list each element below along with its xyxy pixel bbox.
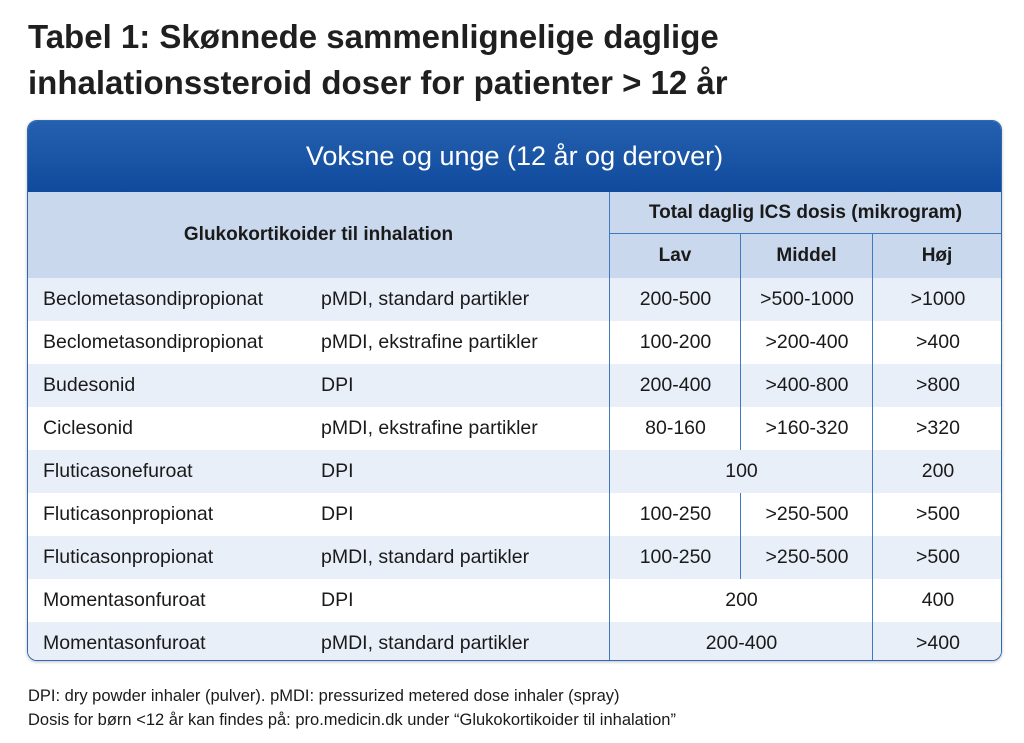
- table-row: [28, 407, 1001, 450]
- dose-lav: 100-200: [639, 331, 712, 353]
- dose-hoj: 400: [921, 589, 955, 611]
- device-type: pMDI, standard partikler: [321, 546, 530, 568]
- device-type: DPI: [321, 503, 354, 525]
- page-title: [28, 14, 1008, 106]
- header-glucocorticoids: Glukokortikoider til inhalation: [28, 192, 610, 278]
- device-type: pMDI, ekstrafine partikler: [321, 331, 538, 353]
- header-lav: Lav: [610, 234, 741, 278]
- title-line-2: inhalationssteroid doser for patienter > 12 år: [28, 64, 728, 101]
- table-row: [28, 278, 1001, 321]
- footnote-abbreviations: DPI: dry powder inhaler (pulver). pMDI: pressurized metered dose inhaler (spray): [28, 687, 620, 705]
- drug-name: Budesonid: [43, 374, 136, 396]
- table-row: [28, 579, 1001, 622]
- dose-middel: >400-800: [765, 374, 849, 396]
- column-divider: [740, 278, 741, 450]
- dose-lav: 100-250: [639, 546, 712, 568]
- dose-middel: >200-400: [765, 331, 849, 353]
- table-row: [28, 450, 1001, 493]
- dose-hoj: >500: [916, 546, 960, 568]
- drug-name: Ciclesonid: [43, 417, 133, 439]
- device-type: pMDI, standard partikler: [321, 288, 530, 310]
- drug-name: Beclometasondipropionat: [43, 331, 264, 353]
- drug-name: Momentasonfuroat: [43, 589, 206, 611]
- dose-lav-middel: 200-400: [705, 632, 778, 654]
- dose-middel: >160-320: [765, 417, 849, 439]
- device-type: DPI: [321, 374, 354, 396]
- dose-hoj: >500: [916, 503, 960, 525]
- table-row: [28, 536, 1001, 579]
- drug-name: Fluticasonefuroat: [43, 460, 193, 482]
- drug-name: Fluticasonpropionat: [43, 503, 214, 525]
- drug-name: Beclometasondipropionat: [43, 288, 264, 310]
- device-type: DPI: [321, 589, 354, 611]
- dose-lav: 200-400: [639, 374, 712, 396]
- title-line-1: Tabel 1: Skønnede sammenlignelige daglige: [28, 18, 719, 55]
- device-type: pMDI, standard partikler: [321, 632, 530, 654]
- dose-hoj: >320: [916, 417, 960, 439]
- dose-hoj: >400: [916, 632, 960, 654]
- table-row: [28, 622, 1001, 661]
- table-body: [28, 278, 1001, 661]
- drug-name: Momentasonfuroat: [43, 632, 206, 654]
- dose-lav: 200-500: [639, 288, 712, 310]
- header-middel: Middel: [741, 234, 873, 278]
- table-row: [28, 321, 1001, 364]
- column-divider: [872, 278, 873, 660]
- header-hoj: Høj: [921, 245, 953, 266]
- table-row: [28, 493, 1001, 536]
- footnotes: [28, 684, 1008, 732]
- dose-hoj: >800: [916, 374, 960, 396]
- dose-hoj: >1000: [910, 288, 966, 310]
- header-total-dose: Total daglig ICS dosis (mikrogram): [610, 192, 1001, 234]
- dose-lav: 100-250: [639, 503, 712, 525]
- dose-hoj: >400: [916, 331, 960, 353]
- dose-middel: >250-500: [765, 546, 849, 568]
- device-type: pMDI, ekstrafine partikler: [321, 417, 538, 439]
- dose-hoj: 200: [921, 460, 955, 482]
- column-divider: [609, 278, 610, 660]
- table-banner: Voksne og unge (12 år og derover): [28, 121, 1001, 192]
- dose-lav-middel: 100: [725, 460, 758, 482]
- column-divider: [740, 493, 741, 579]
- dose-table: [27, 120, 1002, 661]
- device-type: DPI: [321, 460, 354, 482]
- table-header: [28, 192, 1001, 278]
- dose-lav-middel: 200: [725, 589, 758, 611]
- dose-middel: >500-1000: [760, 288, 854, 310]
- drug-name: Fluticasonpropionat: [43, 546, 214, 568]
- dose-middel: >250-500: [765, 503, 849, 525]
- table-row: [28, 364, 1001, 407]
- dose-lav: 80-160: [645, 417, 706, 439]
- footnote-children-dose: Dosis for børn <12 år kan findes på: pro.medicin.dk under “Glukokortikoider til inhalation”: [28, 711, 676, 729]
